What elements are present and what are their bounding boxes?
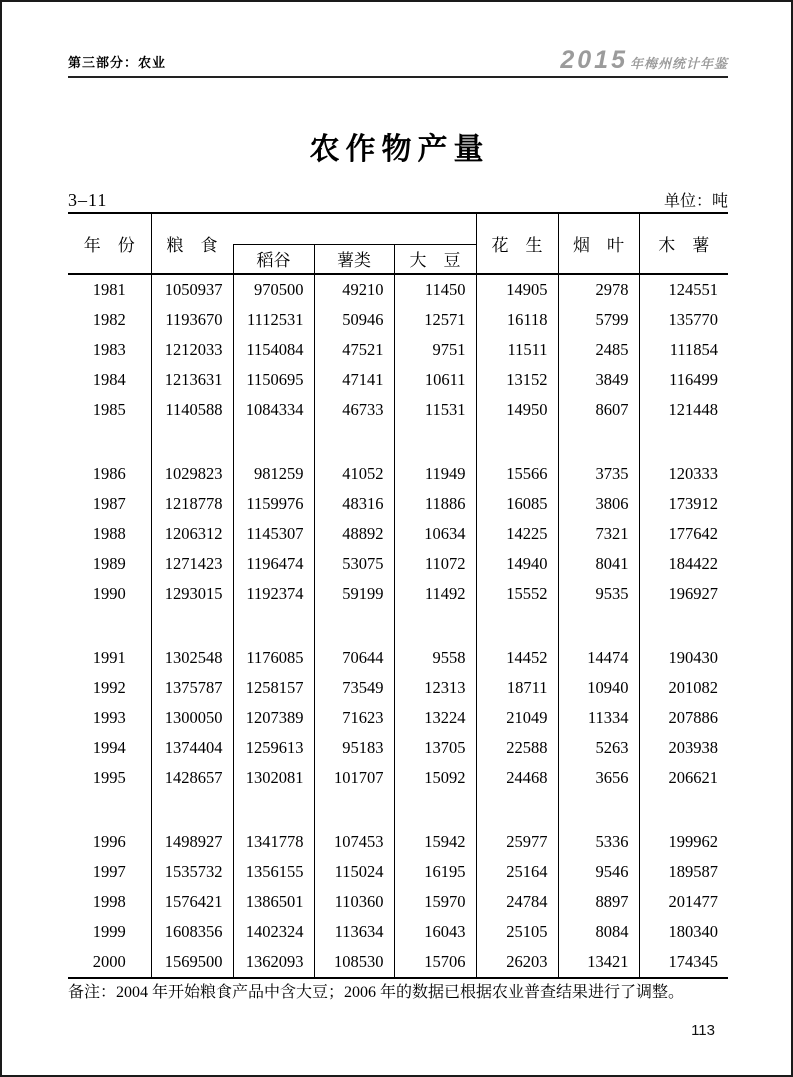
- spacer-cell: [68, 609, 151, 643]
- data-table: [68, 214, 728, 977]
- year-cell: 1989: [92, 554, 126, 573]
- year-cell: 1991: [92, 648, 126, 667]
- col-header-tubers: 薯类: [314, 244, 394, 274]
- value-cell-tobacco: 3656: [558, 763, 639, 793]
- table-row: [68, 549, 728, 579]
- value-cell-grain: 1193670: [151, 305, 233, 335]
- year-cell: 1994: [92, 738, 126, 757]
- value-cell-cassava: 177642: [639, 519, 728, 549]
- value-cell-tobacco: 13421: [558, 947, 639, 977]
- value-cell-cassava: 201477: [639, 887, 728, 917]
- value-cell-peanut: 14225: [476, 519, 558, 549]
- table-number: 3–11: [68, 190, 108, 210]
- crop-output-table: [68, 212, 728, 979]
- value-cell-cassava: 203938: [639, 733, 728, 763]
- value-cell-soybean: 15706: [394, 947, 476, 977]
- value-cell-tubers: 50946: [314, 305, 394, 335]
- spacer-cell: [558, 425, 639, 459]
- table-row: [68, 365, 728, 395]
- value-cell-tubers: 47521: [314, 335, 394, 365]
- col-header-cassava: 木 薯: [639, 214, 728, 274]
- spacer-cell: [68, 425, 151, 459]
- year-cell: 1988: [92, 524, 126, 543]
- value-cell-grain: 1374404: [151, 733, 233, 763]
- value-cell-tobacco: 10940: [558, 673, 639, 703]
- value-cell-cassava: 201082: [639, 673, 728, 703]
- value-cell-tobacco: 3849: [558, 365, 639, 395]
- value-cell-tubers: 71623: [314, 703, 394, 733]
- page-number: 113: [691, 1022, 715, 1039]
- value-cell-soybean: 11531: [394, 395, 476, 425]
- value-cell-tobacco: 14474: [558, 643, 639, 673]
- spacer-cell: [233, 425, 314, 459]
- value-cell-tubers: 48316: [314, 489, 394, 519]
- value-cell-soybean: 15092: [394, 763, 476, 793]
- spacer-cell: [558, 793, 639, 827]
- value-cell-rice: 1258157: [233, 673, 314, 703]
- value-cell-soybean: 15970: [394, 887, 476, 917]
- value-cell-rice: 1402324: [233, 917, 314, 947]
- value-cell-peanut: 22588: [476, 733, 558, 763]
- value-cell-soybean: 11492: [394, 579, 476, 609]
- value-cell-rice: 1154084: [233, 335, 314, 365]
- value-cell-rice: 1207389: [233, 703, 314, 733]
- value-cell-rice: 1192374: [233, 579, 314, 609]
- value-cell-tubers: 113634: [314, 917, 394, 947]
- value-cell-rice: 1259613: [233, 733, 314, 763]
- col-header-grain: 粮 食: [151, 214, 233, 274]
- value-cell-peanut: 26203: [476, 947, 558, 977]
- value-cell-rice: 1176085: [233, 643, 314, 673]
- value-cell-cassava: 174345: [639, 947, 728, 977]
- yearbook-title: [560, 48, 728, 73]
- year-cell: 1995: [92, 768, 126, 787]
- spacer-cell: [639, 793, 728, 827]
- table-row: [68, 887, 728, 917]
- value-cell-peanut: 24784: [476, 887, 558, 917]
- value-cell-tubers: 47141: [314, 365, 394, 395]
- year-cell: 1983: [92, 340, 126, 359]
- value-cell-peanut: 25164: [476, 857, 558, 887]
- table-row: [68, 459, 728, 489]
- value-cell-cassava: 184422: [639, 549, 728, 579]
- value-cell-grain: 1428657: [151, 763, 233, 793]
- value-cell-peanut: 13152: [476, 365, 558, 395]
- value-cell-tubers: 59199: [314, 579, 394, 609]
- value-cell-rice: 1386501: [233, 887, 314, 917]
- value-cell-peanut: 16085: [476, 489, 558, 519]
- table-row: [68, 947, 728, 977]
- value-cell-grain: 1300050: [151, 703, 233, 733]
- value-cell-grain: 1140588: [151, 395, 233, 425]
- value-cell-cassava: 173912: [639, 489, 728, 519]
- page-title: 农作物产量: [309, 133, 490, 166]
- value-cell-tobacco: 5799: [558, 305, 639, 335]
- value-cell-tubers: 46733: [314, 395, 394, 425]
- value-cell-cassava: 199962: [639, 827, 728, 857]
- value-cell-soybean: 11072: [394, 549, 476, 579]
- value-cell-grain: 1302548: [151, 643, 233, 673]
- table-row: [68, 579, 728, 609]
- value-cell-tobacco: 7321: [558, 519, 639, 549]
- spacer-cell: [476, 425, 558, 459]
- value-cell-cassava: 180340: [639, 917, 728, 947]
- spacer-cell: [394, 609, 476, 643]
- value-cell-cassava: 111854: [639, 335, 728, 365]
- value-cell-cassava: 206621: [639, 763, 728, 793]
- spacer-cell: [394, 425, 476, 459]
- value-cell-tobacco: 2485: [558, 335, 639, 365]
- year-cell: 1984: [92, 370, 126, 389]
- col-header-soybean: 大 豆: [394, 244, 476, 274]
- spacer-cell: [151, 425, 233, 459]
- value-cell-cassava: 207886: [639, 703, 728, 733]
- year-cell: 1985: [92, 400, 126, 419]
- value-cell-tubers: 110360: [314, 887, 394, 917]
- value-cell-rice: 1356155: [233, 857, 314, 887]
- value-cell-peanut: 21049: [476, 703, 558, 733]
- value-cell-rice: 1362093: [233, 947, 314, 977]
- value-cell-cassava: 116499: [639, 365, 728, 395]
- value-cell-grain: 1608356: [151, 917, 233, 947]
- value-cell-cassava: 196927: [639, 579, 728, 609]
- grain-subgroup-spacer: [233, 214, 476, 244]
- value-cell-cassava: 135770: [639, 305, 728, 335]
- running-header: [68, 48, 728, 78]
- value-cell-peanut: 14950: [476, 395, 558, 425]
- value-cell-tobacco: 2978: [558, 274, 639, 305]
- table-row: [68, 733, 728, 763]
- value-cell-rice: 970500: [233, 274, 314, 305]
- value-cell-tobacco: 9546: [558, 857, 639, 887]
- value-cell-tobacco: 8607: [558, 395, 639, 425]
- value-cell-peanut: 25977: [476, 827, 558, 857]
- value-cell-peanut: 14905: [476, 274, 558, 305]
- table-body: [68, 274, 728, 977]
- spacer-cell: [476, 609, 558, 643]
- value-cell-tobacco: 5336: [558, 827, 639, 857]
- spacer-cell: [233, 609, 314, 643]
- value-cell-peanut: 24468: [476, 763, 558, 793]
- value-cell-tubers: 73549: [314, 673, 394, 703]
- spacer-cell: [476, 793, 558, 827]
- table-row: [68, 335, 728, 365]
- value-cell-tobacco: 8084: [558, 917, 639, 947]
- table-row: [68, 643, 728, 673]
- table-row: [68, 917, 728, 947]
- value-cell-rice: 981259: [233, 459, 314, 489]
- spacer-cell: [151, 793, 233, 827]
- value-cell-rice: 1145307: [233, 519, 314, 549]
- value-cell-tobacco: 9535: [558, 579, 639, 609]
- value-cell-soybean: 16043: [394, 917, 476, 947]
- table-row: [68, 274, 728, 305]
- yearbook-year: 2015: [560, 46, 628, 74]
- spacer-cell: [314, 425, 394, 459]
- spacer-cell: [68, 793, 151, 827]
- value-cell-tobacco: 5263: [558, 733, 639, 763]
- value-cell-tubers: 95183: [314, 733, 394, 763]
- year-cell: 1990: [92, 584, 126, 603]
- section-label: 第三部分：农业: [68, 55, 167, 70]
- table-row: [68, 395, 728, 425]
- value-cell-tobacco: 11334: [558, 703, 639, 733]
- year-cell: 1998: [92, 892, 126, 911]
- year-cell: 1992: [92, 678, 126, 697]
- value-cell-rice: 1341778: [233, 827, 314, 857]
- value-cell-grain: 1293015: [151, 579, 233, 609]
- value-cell-rice: 1302081: [233, 763, 314, 793]
- value-cell-grain: 1576421: [151, 887, 233, 917]
- value-cell-rice: 1196474: [233, 549, 314, 579]
- value-cell-grain: 1569500: [151, 947, 233, 977]
- value-cell-grain: 1535732: [151, 857, 233, 887]
- col-header-year: 年 份: [68, 214, 151, 274]
- spacer-cell: [639, 609, 728, 643]
- value-cell-cassava: 124551: [639, 274, 728, 305]
- table-row: [68, 519, 728, 549]
- value-cell-grain: 1206312: [151, 519, 233, 549]
- value-cell-peanut: 25105: [476, 917, 558, 947]
- value-cell-grain: 1212033: [151, 335, 233, 365]
- value-cell-peanut: 15566: [476, 459, 558, 489]
- value-cell-peanut: 14940: [476, 549, 558, 579]
- year-cell: 2000: [92, 952, 126, 971]
- value-cell-tobacco: 8897: [558, 887, 639, 917]
- value-cell-tubers: 53075: [314, 549, 394, 579]
- value-cell-cassava: 120333: [639, 459, 728, 489]
- value-cell-rice: 1112531: [233, 305, 314, 335]
- year-cell: 1993: [92, 708, 126, 727]
- table-row: [68, 857, 728, 887]
- value-cell-tubers: 108530: [314, 947, 394, 977]
- value-cell-tubers: 107453: [314, 827, 394, 857]
- col-header-peanut: 花 生: [476, 214, 558, 274]
- table-row: [68, 763, 728, 793]
- value-cell-soybean: 9751: [394, 335, 476, 365]
- spacer-cell: [233, 793, 314, 827]
- value-cell-soybean: 13224: [394, 703, 476, 733]
- spacer-row: [68, 609, 728, 643]
- value-cell-rice: 1150695: [233, 365, 314, 395]
- value-cell-tubers: 49210: [314, 274, 394, 305]
- spacer-cell: [639, 425, 728, 459]
- value-cell-tubers: 41052: [314, 459, 394, 489]
- spacer-cell: [394, 793, 476, 827]
- col-header-rice: 稻谷: [233, 244, 314, 274]
- spacer-cell: [558, 609, 639, 643]
- value-cell-grain: 1271423: [151, 549, 233, 579]
- table-row: [68, 489, 728, 519]
- value-cell-grain: 1375787: [151, 673, 233, 703]
- year-cell: 1986: [92, 464, 126, 483]
- value-cell-soybean: 11886: [394, 489, 476, 519]
- value-cell-peanut: 11511: [476, 335, 558, 365]
- spacer-row: [68, 793, 728, 827]
- value-cell-grain: 1218778: [151, 489, 233, 519]
- value-cell-grain: 1050937: [151, 274, 233, 305]
- value-cell-soybean: 10611: [394, 365, 476, 395]
- footnote: 备注：2004 年开始粮食产品中含大豆；2006 年的数据已根据农业普查结果进行了调整。: [68, 984, 685, 1001]
- value-cell-soybean: 15942: [394, 827, 476, 857]
- value-cell-peanut: 18711: [476, 673, 558, 703]
- table-row: [68, 703, 728, 733]
- spacer-cell: [314, 609, 394, 643]
- value-cell-grain: 1498927: [151, 827, 233, 857]
- year-cell: 1999: [92, 922, 126, 941]
- value-cell-cassava: 121448: [639, 395, 728, 425]
- value-cell-rice: 1084334: [233, 395, 314, 425]
- unit-label: 单位：吨: [663, 193, 728, 210]
- col-header-tobacco: 烟 叶: [558, 214, 639, 274]
- spacer-cell: [314, 793, 394, 827]
- value-cell-peanut: 14452: [476, 643, 558, 673]
- value-cell-tubers: 48892: [314, 519, 394, 549]
- year-cell: 1982: [92, 310, 126, 329]
- value-cell-cassava: 190430: [639, 643, 728, 673]
- spacer-cell: [151, 609, 233, 643]
- value-cell-peanut: 16118: [476, 305, 558, 335]
- year-cell: 1997: [92, 862, 126, 881]
- value-cell-soybean: 10634: [394, 519, 476, 549]
- value-cell-soybean: 12313: [394, 673, 476, 703]
- value-cell-soybean: 9558: [394, 643, 476, 673]
- value-cell-soybean: 11949: [394, 459, 476, 489]
- value-cell-soybean: 16195: [394, 857, 476, 887]
- value-cell-peanut: 15552: [476, 579, 558, 609]
- table-meta-row: [68, 188, 728, 211]
- table-row: [68, 305, 728, 335]
- value-cell-rice: 1159976: [233, 489, 314, 519]
- value-cell-soybean: 13705: [394, 733, 476, 763]
- value-cell-cassava: 189587: [639, 857, 728, 887]
- value-cell-grain: 1213631: [151, 365, 233, 395]
- value-cell-tubers: 115024: [314, 857, 394, 887]
- table-row: [68, 673, 728, 703]
- value-cell-tubers: 70644: [314, 643, 394, 673]
- value-cell-soybean: 12571: [394, 305, 476, 335]
- value-cell-soybean: 11450: [394, 274, 476, 305]
- value-cell-tobacco: 3806: [558, 489, 639, 519]
- table-row: [68, 827, 728, 857]
- table-header: [68, 214, 728, 274]
- yearbook-name: 年梅州统计年鉴: [629, 56, 728, 71]
- value-cell-tobacco: 8041: [558, 549, 639, 579]
- year-cell: 1996: [92, 832, 126, 851]
- value-cell-tubers: 101707: [314, 763, 394, 793]
- year-cell: 1987: [92, 494, 126, 513]
- value-cell-grain: 1029823: [151, 459, 233, 489]
- spacer-row: [68, 425, 728, 459]
- year-cell: 1981: [92, 280, 126, 299]
- value-cell-tobacco: 3735: [558, 459, 639, 489]
